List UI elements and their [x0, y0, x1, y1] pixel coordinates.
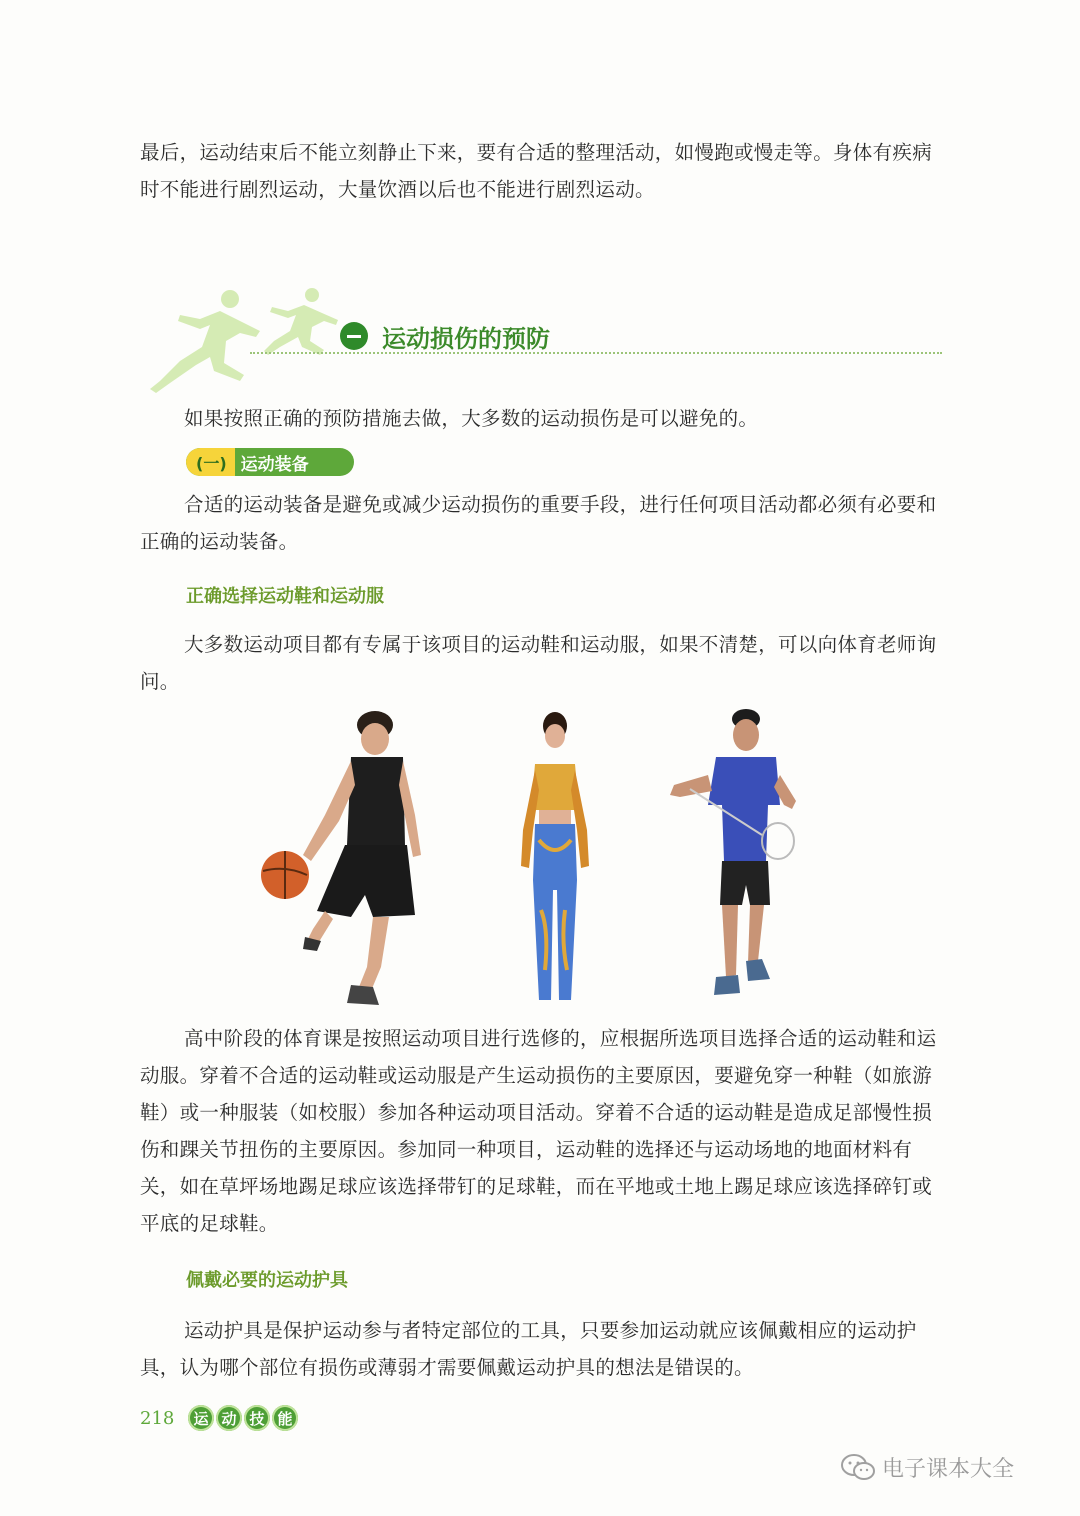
book-title-char: 运: [188, 1405, 214, 1431]
photo-basketball-player: [255, 705, 435, 1019]
runner-silhouettes-icon: [140, 285, 340, 399]
book-title: [188, 1405, 298, 1431]
subhead-protective-gear: 佩戴必要的运动护具: [186, 1270, 348, 1291]
book-title-char: 动: [216, 1405, 242, 1431]
page-number: 218: [140, 1408, 175, 1429]
book-title-char: 能: [272, 1405, 298, 1431]
paragraph-intro-end: 最后，运动结束后不能立刻静止下来，要有合适的整理活动，如慢跑或慢走等。身体有疾病时不能进行剧烈运动，大量饮酒以后也不能进行剧烈运动。: [140, 141, 933, 201]
paragraph-prevention-intro: 如果按照正确的预防措施去做，大多数的运动损伤是可以避免的。: [184, 407, 759, 430]
section-title: 运动损伤的预防: [382, 324, 550, 353]
photo-dancer: [505, 710, 605, 1014]
paragraph-shoe-selection: 高中阶段的体育课是按照运动项目进行选修的，应根据所选项目选择合适的运动鞋和运动服。穿着不合适的运动鞋或运动服是产生运动损伤的主要原因，要避免穿一种鞋（如旅游鞋）或一种服装（如校服）参加各种运动项目活动。穿着不合适的运动鞋是造成足部慢性损伤和踝关节扭伤的主要原因。参加同一种项目，运动鞋的选择还与运动场地的地面材料有关，如在草坪场地踢足球应该选择带钉的足球鞋，而在平地或土地上踢足球应该选择碎钉或平底的足球鞋。: [140, 1027, 937, 1235]
paragraph-equipment: 合适的运动装备是避免或减少运动损伤的重要手段，进行任何项目活动都必须有必要和正确的运动装备。: [140, 493, 937, 553]
watermark-text: 电子课本大全: [882, 1457, 1015, 1482]
photo-badminton-player: [660, 705, 820, 1019]
subsection-number: (一): [186, 448, 235, 476]
section-divider: [250, 352, 942, 354]
subhead-shoes-clothing: 正确选择运动鞋和运动服: [186, 586, 384, 607]
subsection-pill: [186, 448, 354, 476]
minus-icon: [347, 335, 361, 338]
paragraph-shoes: 大多数运动项目都有专属于该项目的运动鞋和运动服，如果不清楚，可以向体育老师询问。: [140, 633, 937, 693]
book-title-char: 技: [244, 1405, 270, 1431]
watermark: [840, 1452, 1014, 1483]
section-header: [340, 318, 550, 354]
subsection-title: 运动装备: [240, 454, 309, 475]
wechat-icon: [840, 1453, 876, 1483]
paragraph-protective-gear: 运动护具是保护运动参与者特定部位的工具，只要参加运动就应该佩戴相应的运动护具，认为哪个部位有损伤或薄弱才需要佩戴运动护具的想法是错误的。: [140, 1319, 917, 1379]
section-number-badge: [340, 322, 368, 350]
